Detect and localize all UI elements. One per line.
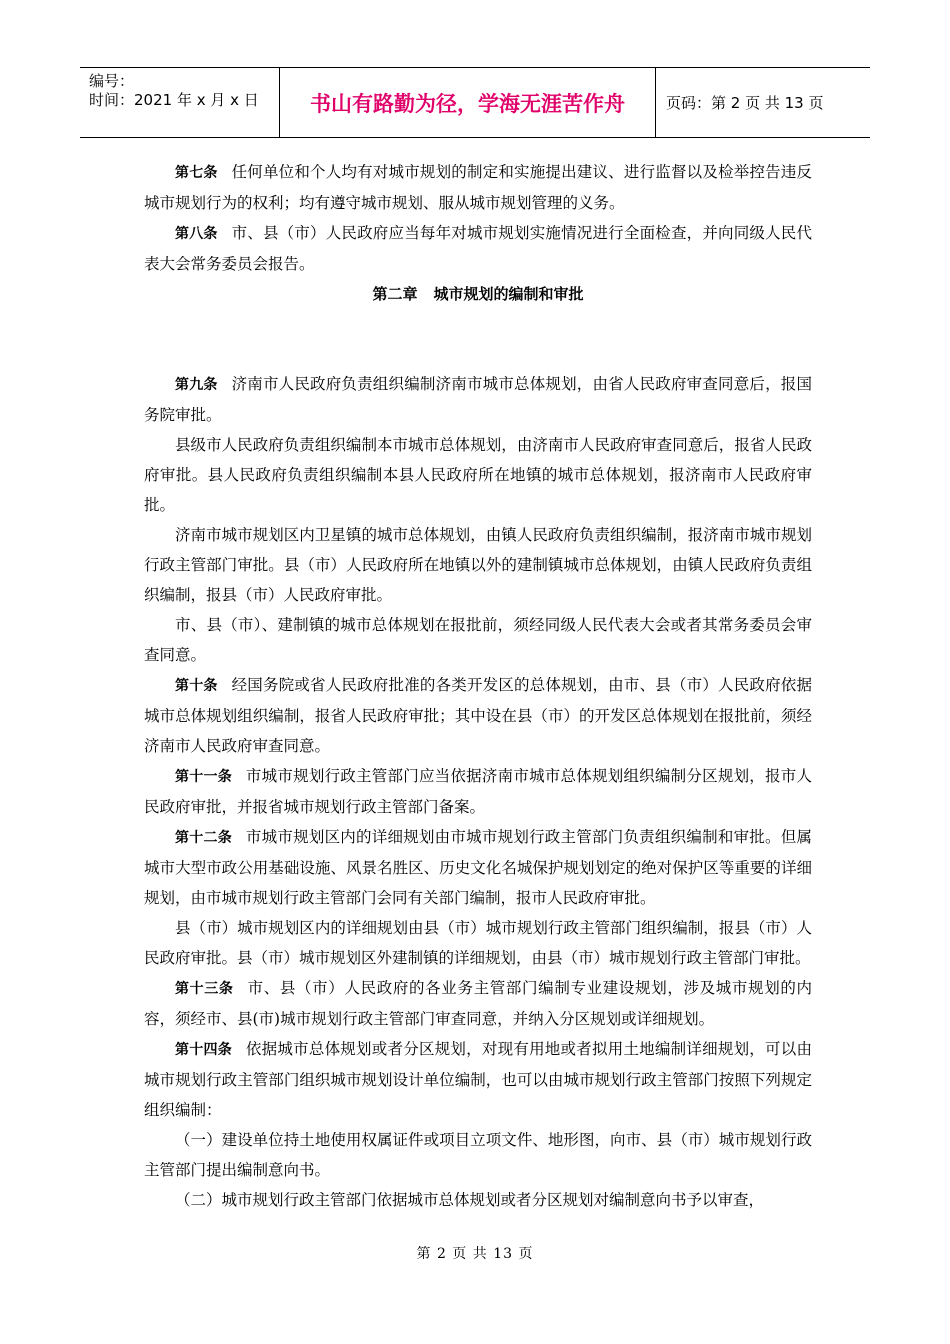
paragraph-text: 市、县（市）人民政府应当每年对城市规划实施情况进行全面检查，并向同级人民代表大会常务委员会报告。 bbox=[144, 224, 812, 273]
paragraph bbox=[144, 520, 812, 610]
paragraph bbox=[144, 1034, 812, 1125]
paragraph-text: 市城市规划区内的详细规划由市城市规划行政主管部门负责组织编制和审批。但属城市大型市政公用基础设施、风景名胜区、历史文化名城保护规划划定的绝对保护区等重要的详细规划，由市城市规划行政主管部门会同有关部门编制，报市人民政府审批。 bbox=[144, 828, 812, 907]
paragraph-text: 县（市）城市规划区内的详细规划由县（市）城市规划行政主管部门组织编制，报县（市）人民政府审批。县（市）城市规划区外建制镇的详细规划，由县（市）城市规划行政主管部门审批。 bbox=[144, 919, 812, 967]
article-number: 第十二条 bbox=[175, 830, 232, 846]
header-left-cell bbox=[80, 68, 280, 137]
paragraph-text: 市、县（市）人民政府的各业务主管部门编制专业建设规划，涉及城市规划的内容，须经市、县(市)城市规划行政主管部门审查同意，并纳入分区规划或详细规划。 bbox=[144, 979, 812, 1028]
paragraph bbox=[144, 369, 812, 430]
chapter-number: 第二章 bbox=[372, 285, 418, 303]
paragraph bbox=[144, 913, 812, 973]
paragraph bbox=[144, 973, 812, 1034]
header-table bbox=[80, 67, 870, 138]
paragraph-text: 经国务院或省人民政府批准的各类开发区的总体规划，由市、县（市）人民政府依据城市总体规划组织编制，报省人民政府审批；其中设在县（市）的开发区总体规划在报批前，须经济南市人民政府审查同意。 bbox=[144, 676, 812, 755]
document-time-label: 时间：2021 年 x 月 x 日 bbox=[89, 91, 259, 109]
paragraph bbox=[144, 670, 812, 761]
article-number: 第十条 bbox=[175, 678, 218, 694]
header-motto: 书山有路勤为径，学海无涯苦作舟 bbox=[280, 68, 656, 137]
paragraph-text: 市、县（市）、建制镇的城市总体规划在报批前，须经同级人民代表大会或者其常务委员会审查同意。 bbox=[144, 616, 812, 664]
paragraph bbox=[144, 1185, 812, 1215]
document-body bbox=[144, 157, 812, 1215]
paragraph bbox=[144, 157, 812, 218]
paragraph-text: 济南市人民政府负责组织编制济南市城市总体规划，由省人民政府审查同意后，报国务院审批。 bbox=[144, 375, 812, 424]
chapter-title: 城市规划的编制和审批 bbox=[433, 285, 584, 303]
page-footer: 第 2 页 共 13 页 bbox=[416, 1246, 534, 1262]
article-number: 第十四条 bbox=[175, 1042, 232, 1058]
paragraph-text: 市城市规划行政主管部门应当依据济南市城市总体规划组织编制分区规划，报市人民政府审批，并报省城市规划行政主管部门备案。 bbox=[144, 767, 812, 816]
article-number: 第十一条 bbox=[175, 769, 232, 785]
chapter-heading bbox=[144, 279, 812, 309]
paragraph-text: 依据城市总体规划或者分区规划，对现有用地或者拟用土地编制详细规划，可以由城市规划行政主管部门组织城市规划设计单位编制，也可以由城市规划行政主管部门按照下列规定组织编制： bbox=[144, 1040, 812, 1119]
paragraph bbox=[144, 1125, 812, 1185]
paragraph-text: （一）建设单位持土地使用权属证件或项目立项文件、地形图，向市、县（市）城市规划行政主管部门提出编制意向书。 bbox=[144, 1131, 812, 1179]
paragraph bbox=[144, 430, 812, 520]
article-number: 第十三条 bbox=[175, 981, 234, 997]
paragraph bbox=[144, 822, 812, 913]
article-number: 第九条 bbox=[175, 377, 218, 393]
paragraph-text: 济南市城市规划区内卫星镇的城市总体规划，由镇人民政府负责组织编制，报济南市城市规划行政主管部门审批。县（市）人民政府所在地镇以外的建制镇城市总体规划，由镇人民政府负责组织编制，报县（市）人民政府审批。 bbox=[144, 526, 812, 604]
header-page-label: 页码：第 2 页 共 13 页 bbox=[666, 94, 824, 112]
paragraph bbox=[144, 218, 812, 279]
paragraph-text: （二）城市规划行政主管部门依据城市总体规划或者分区规划对编制意向书予以审查， bbox=[175, 1191, 765, 1209]
article-number: 第七条 bbox=[175, 165, 218, 181]
paragraph-text: 任何单位和个人均有对城市规划的制定和实施提出建议、进行监督以及检举控告违反城市规划行为的权利；均有遵守城市规划、服从城市规划管理的义务。 bbox=[144, 163, 812, 212]
document-number-label: 编号： bbox=[89, 72, 135, 90]
paragraph-text: 县级市人民政府负责组织编制本市城市总体规划，由济南市人民政府审查同意后，报省人民政府审批。县人民政府负责组织编制本县人民政府所在地镇的城市总体规划，报济南市人民政府审批。 bbox=[144, 436, 812, 514]
article-number: 第八条 bbox=[175, 226, 218, 242]
paragraph bbox=[144, 761, 812, 822]
paragraph bbox=[144, 610, 812, 670]
